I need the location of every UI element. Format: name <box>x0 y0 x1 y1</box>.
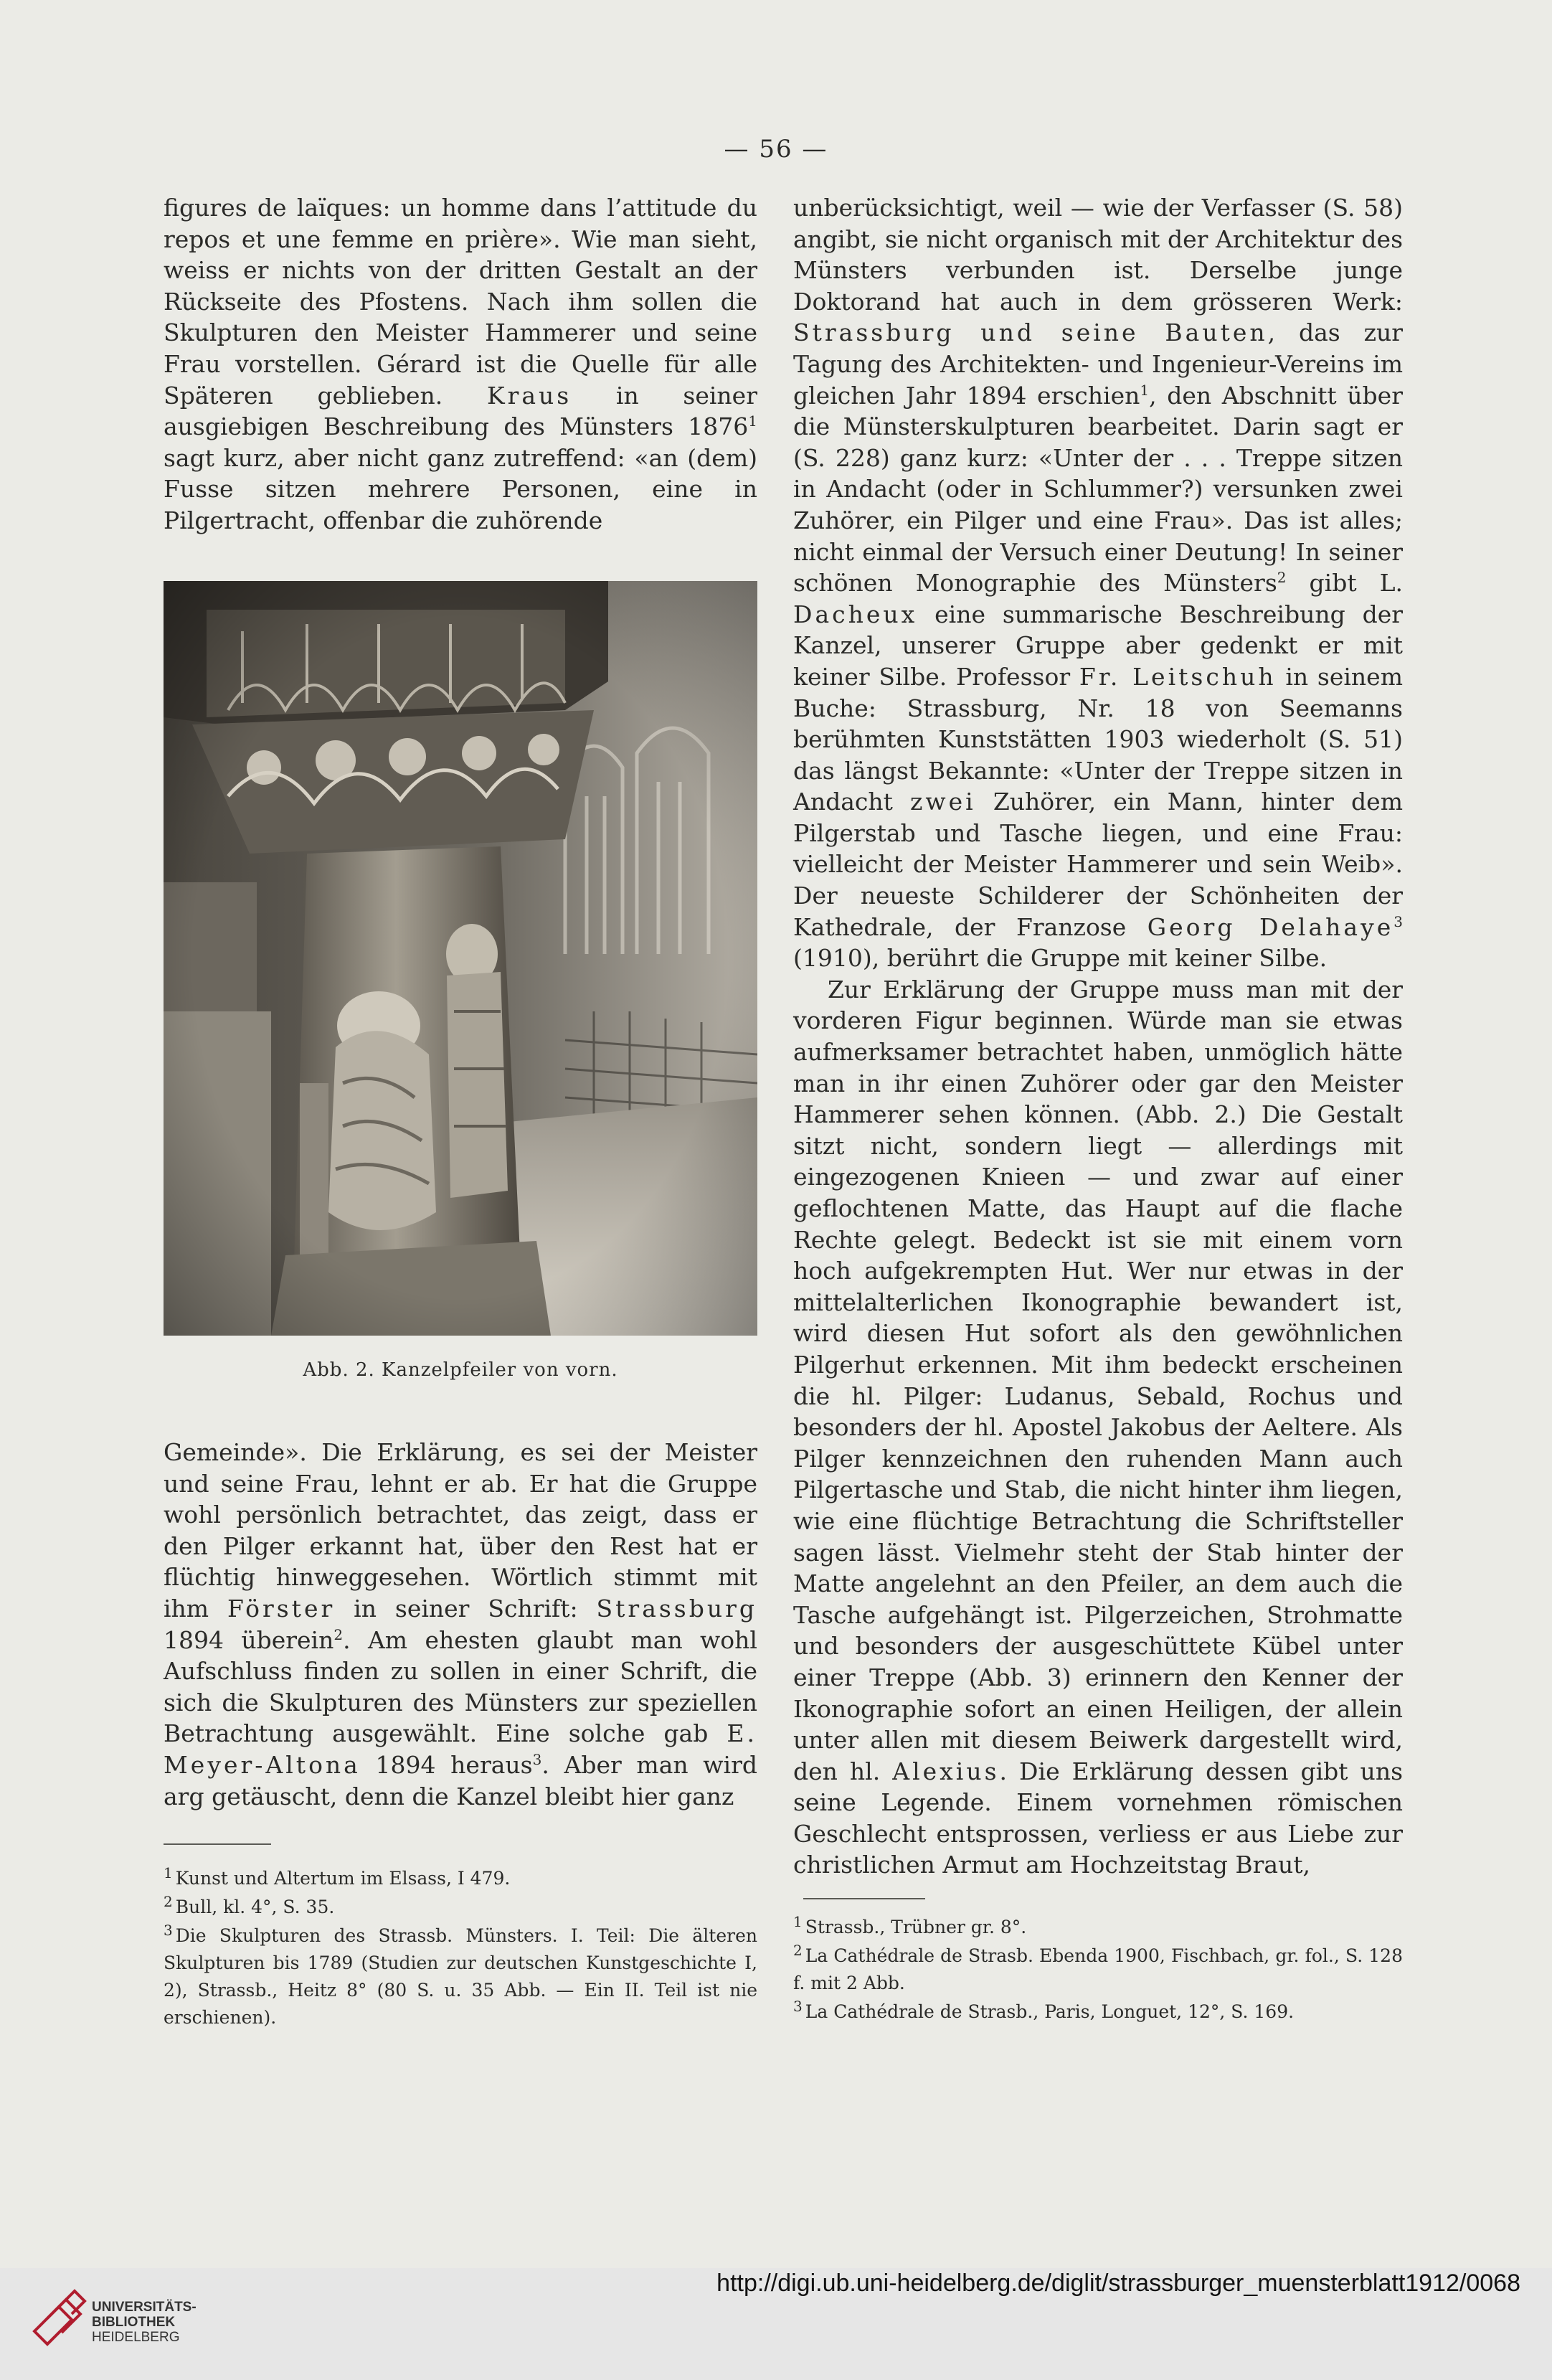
text-run: , das zur Tagung des Architekten- und Ingenieur-Vereins im gleichen Jahr 1894 erschien <box>793 318 1404 410</box>
footnote-text: Die Skulpturen des Strassb. Münsters. I. Teil: Die älteren Skulpturen bis 1789 (Studien zur deutschen Kunstgeschichte I, 2), Strassb., Heitz 8° (80 S. u. 35 Abb. — Ein II. Teil ist nie erschienen). <box>164 1925 757 2028</box>
text-run: sagt kurz, aber nicht ganz zutreffend: «an (dem) Fusse sitzen mehrere Personen, eine in Pilgertracht, offenbar die zuhörende <box>164 443 757 534</box>
footnote-mark: 1 <box>164 1864 173 1881</box>
spaced-name: Strassburg <box>596 1594 758 1623</box>
text-run: . Aber man wird arg getäuscht, denn die Kanzel bleibt hier ganz <box>164 1750 757 1810</box>
spaced-name: Georg Delahaye <box>1147 912 1394 941</box>
footnote <box>164 1894 757 1921</box>
library-footer <box>0 2268 1552 2380</box>
left-column-top-paragraph <box>164 192 757 537</box>
right-column-paragraph-2: Zur Erklärung der Gruppe muss man mit der vorderen Figur beginnen. Würde man sie etwas aufmerksamer betrachtet haben, unmöglich hätte man in ihr einen Zuhörer oder gar den Meister Hammerer sehen können. (Abb. 2.) Die Gestalt sitzt nicht, sondern liegt — allerdings mit eingezogenen Knieen — und zwar auf einer geflochtenen Matte, das Haupt auf die flache Rechte gelegt. Bedeckt ist sie mit einem vorn hoch aufgekrempten Hut. Wer nur etwas in der mittelalterlichen Ikonographie bewandert ist, wird diesen Hut sofort als den gewöhnlichen Pilgerhut erkennen. Mit ihm bedeckt erscheinen die hl. Pilger: Ludanus, Sebald, Rochus und besonders der hl. Apostel Jakobus der Aeltere. Als Pilger kennzeichnen den ruhenden Mann auch Pilgertasche und Stab, die nicht hinter ihm liegen, wie eine flüchtige Betrachtung die Schriftsteller sagen lässt. Vielmehr steht der Stab hinter der Matte angelehnt an den Pfeiler, an dem auch die Tasche aufgehängt ist. Pilgerzeichen, Strohmatte und besonders der ausgeschüttete Kübel unter einer Treppe (Abb. 3) erinnern den Kenner der Ikonographie sofort an einen Heiligen, der allein unter allen mit diesem Beiwerk dargestellt wird, den hl. Alexius. Die Erklärung dessen gibt uns seine Legende. Einem vornehmen römischen Geschlecht entsprossen, verliess er aus Liebe zur christlichen Armut am Hochzeitstag Braut, <box>793 975 1404 1879</box>
left-footnotes <box>164 1865 757 2033</box>
footnote <box>793 1942 1403 1997</box>
footnote-reference: 1 <box>1140 381 1150 399</box>
text-run: eine summarische Beschreibung der Kanzel, unserer Gruppe aber gedenkt er mit keiner Silbe. Professor <box>793 600 1403 691</box>
footnote-mark: 3 <box>793 1997 803 2015</box>
footnote-text: Bull, kl. 4°, S. 35. <box>175 1897 335 1917</box>
footnote-mark: 2 <box>164 1892 173 1910</box>
library-name <box>92 2300 197 2345</box>
footnote <box>164 1922 757 2031</box>
spaced-name: Fr. Leitschuh <box>1079 662 1277 691</box>
right-footnotes <box>793 1914 1403 2027</box>
footnote-text: Kunst und Altertum im Elsass, I 479. <box>175 1868 511 1889</box>
footnote-text: La Cathédrale de Strasb., Paris, Longuet, 12°, S. 169. <box>805 2001 1295 2022</box>
library-name-line-1: UNIVERSITÄTS- <box>92 2300 197 2315</box>
library-name-line-3: HEIDELBERG <box>92 2330 180 2345</box>
text-run: , den Abschnitt über die Münsterskulpturen bearbeitet. Darin sagt er (S. 228) ganz kurz: «Unter der . . . Treppe sitzen in Andacht (oder in Schlummer?) versunken zwei Zuhörer, ein Pilger und eine Frau». Das ist alles; nicht einmal der Versuch einer Deutung! In seiner schönen Monographie des Münsters <box>793 381 1403 598</box>
university-library-logo-icon <box>30 2281 87 2350</box>
footnote <box>164 1865 757 1892</box>
text-run: in seiner Schrift: <box>335 1594 597 1623</box>
footnote-mark: 1 <box>793 1912 803 1930</box>
figure-pulpit-pillar-photo <box>164 581 757 1336</box>
footnote-reference: 3 <box>1394 912 1403 930</box>
text-run: figures de laïques: un homme dans l’attitude du repos et une femme en prière». Wie man sieht, weiss er nichts von der dritten Gestalt an der Rückseite des Pfostens. Nach ihm sollen die Skulpturen den Meister Hammerer und seine Frau vorstellen. Gérard ist die Quelle für alle Späteren geblieben. <box>164 194 757 410</box>
pulpit-photo-illustration <box>164 581 757 1336</box>
text-run: unberücksichtigt, weil — wie der Verfasser (S. 58) angibt, sie nicht organisch mit der Architektur des Münsters verbunden ist. Derselbe junge Doktorand hat auch in dem grösseren Werk: <box>793 194 1403 316</box>
page-number: — 56 — <box>724 135 828 164</box>
right-column-paragraph-1 <box>793 192 1403 974</box>
library-name-line-2: BIBLIOTHEK <box>92 2315 176 2330</box>
spaced-name: zwei <box>910 788 976 816</box>
right-footnote-separator <box>803 1898 925 1899</box>
footnote-reference: 2 <box>1277 569 1287 587</box>
footnote <box>793 1998 1403 2026</box>
footnote-mark: 3 <box>164 1921 173 1939</box>
footnote-reference: 2 <box>333 1625 344 1643</box>
text-run: 1894 heraus <box>360 1750 533 1779</box>
spaced-name: Förster <box>227 1594 336 1623</box>
right-column-text <box>793 192 1403 1881</box>
footnote-text: Strassb., Trübner gr. 8°. <box>805 1917 1027 1937</box>
source-url-link[interactable]: http://digi.ub.uni-heidelberg.de/diglit/strassburger_muensterblatt1912/0068 <box>716 2270 1520 2297</box>
spaced-name: Kraus <box>486 381 572 410</box>
spaced-name: Dacheux <box>793 600 918 628</box>
text-run: Zuhörer, ein Mann, hinter dem Pilgerstab und Tasche liegen, und eine Frau: vielleicht der Meister Hammerer und sein Weib». Der neueste Schilderer der Schönheiten der Kathedrale, der Franzose <box>793 788 1403 941</box>
spaced-name: E. Meyer-Altona <box>164 1719 757 1779</box>
text-run: Gemeinde». Die Erklärung, es sei der Meister und seine Frau, lehnt er ab. Er hat die Gruppe wohl persönlich betrachtet, das zeigt, dass er den Pilger erkannt hat, über den Rest hat er flüchtig hinweggesehen. Wörtlich stimmt mit ihm <box>164 1438 757 1623</box>
text-run: in seiner ausgiebigen Beschreibung des Münsters 1876 <box>164 381 757 441</box>
text-run: in seinem Buche: Strassburg, Nr. 18 von Seemanns berühmten Kunststätten 1903 wiederholt (S. 51) das längst Bekannte: «Unter der Treppe sitzen in Andacht <box>793 662 1403 816</box>
text-run: 1894 überein <box>164 1625 334 1654</box>
footnote <box>793 1914 1403 1941</box>
left-footnote-separator <box>164 1843 271 1845</box>
figure-caption: Abb. 2. Kanzelpfeiler von vorn. <box>303 1359 618 1381</box>
footnote-text: La Cathédrale de Strasb. Ebenda 1900, Fischbach, gr. fol., S. 128 f. mit 2 Abb. <box>793 1945 1403 1993</box>
text-run: gibt L. <box>1286 569 1403 598</box>
footnote-mark: 2 <box>793 1941 803 1959</box>
text-run: (1910), berührt die Gruppe mit keiner Silbe. <box>793 944 1328 973</box>
spaced-name: Strassburg und seine Bauten <box>793 318 1268 347</box>
left-column-bottom-paragraph <box>164 1437 757 1812</box>
footnote-reference: 1 <box>748 412 757 430</box>
text-run: . Am ehesten glaubt man wohl Aufschluss finden zu sollen in einer Schrift, die sich die Skulpturen des Münsters zur speziellen Betrachtung ausgewählt. Eine solche gab <box>164 1625 757 1748</box>
footnote-reference: 3 <box>532 1750 542 1768</box>
